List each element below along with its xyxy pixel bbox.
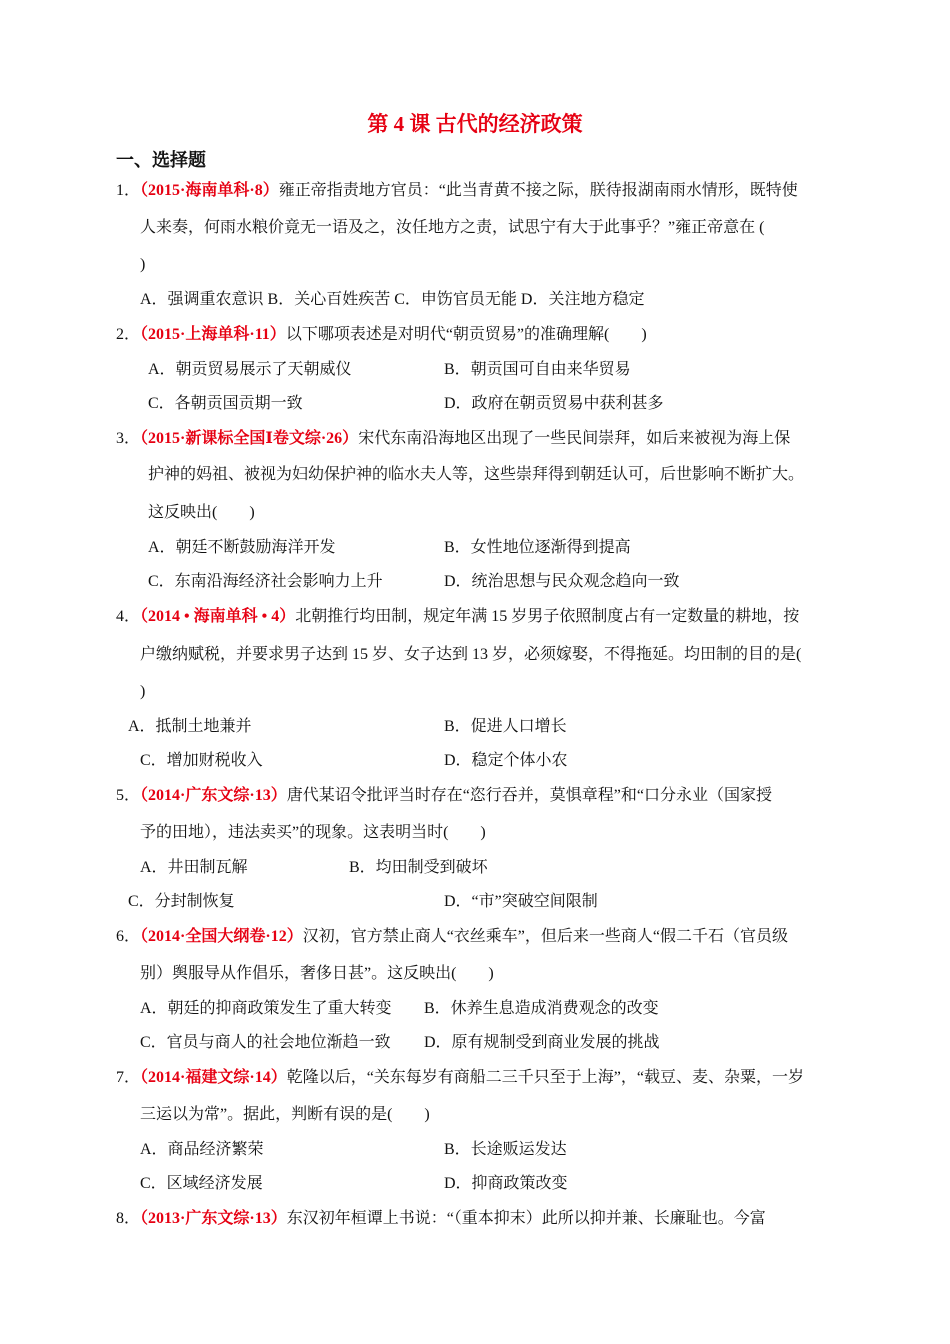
question-number: 5． — [116, 787, 141, 804]
question-text: 宋代东南沿海地区出现了一些民间崇拜，如后来被视为海上保 — [358, 430, 791, 447]
question-1-line-1 — [116, 180, 798, 202]
question-text: 以下哪项表述是对明代“朝贡贸易”的准确理解( ) — [285, 326, 647, 343]
question-text: 北朝推行均田制，规定年满 15 岁男子依照制度占有一定数量的耕地，按 — [295, 608, 800, 625]
question-text: 唐代某诏令批评当时存在“恣行吞并，莫惧章程”和“口分永业（国家授 — [286, 787, 773, 804]
question-3-option-d: D．统治思想与民众观念趋向一致 — [444, 573, 680, 590]
question-6-line-1 — [116, 926, 788, 948]
question-number: 2． — [116, 326, 141, 343]
question-8-line-1 — [116, 1208, 766, 1230]
question-3-option-a: A．朝廷不断鼓励海洋开发 — [148, 539, 336, 556]
question-text: 乾隆以后，“关东每岁有商船二三千只至于上海”，“载豆、麦、杂粟，一岁 — [286, 1069, 805, 1086]
question-number: 4． — [116, 608, 141, 625]
question-number: 6． — [116, 928, 141, 945]
question-5-option-d: D．“市”突破空间限制 — [444, 893, 598, 910]
question-3-option-c: C．东南沿海经济社会影响力上升 — [148, 573, 383, 590]
question-6-option-b: B．休养生息造成消费观念的改变 — [424, 1000, 659, 1017]
question-2-option-d: D．政府在朝贡贸易中获利甚多 — [444, 395, 664, 412]
question-7-option-c: C．区域经济发展 — [140, 1175, 263, 1192]
question-1-line-2: 人来奏，何雨水粮价竟无一语及之，汝任地方之责，试思宁有大于此事乎？”雍正帝意在 ( — [140, 219, 765, 236]
question-number: 8． — [116, 1210, 141, 1227]
question-number: 3． — [116, 430, 141, 447]
question-7-option-d: D．抑商政策改变 — [444, 1175, 568, 1192]
question-6-option-c: C．官员与商人的社会地位渐趋一致 — [140, 1034, 391, 1051]
question-6-option-a: A．朝廷的抑商政策发生了重大转变 — [140, 1000, 392, 1017]
question-5-option-a: A．井田制瓦解 — [140, 859, 248, 876]
question-source: （2014·福建文综·14） — [140, 1069, 287, 1086]
question-7-option-a: A．商品经济繁荣 — [140, 1141, 264, 1158]
question-4-line-2: 户缴纳赋税，并要求男子达到 15 岁、女子达到 13 岁，必须嫁娶，不得拖延。均田制的目的是( — [140, 646, 802, 663]
question-number: 7． — [116, 1069, 141, 1086]
question-4-option-c: C．增加财税收入 — [140, 752, 263, 769]
question-text: 东汉初年桓谭上书说：“（重本抑末）此所以抑并兼、长廉耻也。今富 — [286, 1210, 766, 1227]
question-source: （2015·海南单科·8） — [140, 182, 279, 199]
section-heading: 一、选择题 — [116, 150, 206, 170]
question-4-option-a: A．抵制土地兼并 — [128, 718, 252, 735]
question-source: （2015·上海单科·11） — [140, 326, 286, 343]
question-text: 雍正帝指责地方官员：“此当青黄不接之际，朕待报湖南雨水情形，既特使 — [278, 182, 798, 199]
question-source: （2013·广东文综·13） — [140, 1210, 287, 1227]
question-4-option-b: B．促进人口增长 — [444, 718, 567, 735]
question-source: （2014·广东文综·13） — [140, 787, 287, 804]
question-2-option-b: B．朝贡国可自由来华贸易 — [444, 361, 631, 378]
page-title: 第 4 课 古代的经济政策 — [367, 112, 583, 136]
question-4-line-1 — [116, 606, 799, 628]
question-5-line-1 — [116, 785, 772, 807]
question-source: （2014 • 海南单科 • 4） — [140, 608, 296, 625]
question-4-option-d: D．稳定个体小农 — [444, 752, 568, 769]
question-2-option-a: A．朝贡贸易展示了天朝威仪 — [148, 361, 352, 378]
question-5-option-c: C．分封制恢复 — [128, 893, 235, 910]
question-7-line-2: 三运以为常”。据此，判断有误的是( ) — [140, 1106, 430, 1123]
question-7-option-b: B．长途贩运发达 — [444, 1141, 567, 1158]
question-2-option-c: C．各朝贡国贡期一致 — [148, 395, 303, 412]
question-source: （2014·全国大纲卷·12） — [140, 928, 303, 945]
question-source: （2015·新课标全国Ⅰ卷文综·26） — [140, 430, 359, 447]
question-4-line-3: ) — [140, 683, 146, 700]
question-2-line-1 — [116, 324, 647, 346]
question-number: 1． — [116, 182, 141, 199]
question-3-line-1 — [116, 428, 790, 450]
question-5-option-b: B．均田制受到破坏 — [349, 859, 488, 876]
question-3-option-b: B．女性地位逐渐得到提高 — [444, 539, 631, 556]
question-5-line-2: 予的田地），违法卖买”的现象。这表明当时( ) — [140, 824, 486, 841]
question-1-options: A．强调重农意识 B．关心百姓疾苦 C．申饬官员无能 D．关注地方稳定 — [140, 291, 645, 308]
question-7-line-1 — [116, 1067, 804, 1089]
question-3-line-3: 这反映出( ) — [148, 504, 255, 521]
question-1-line-3: ) — [140, 256, 146, 273]
question-6-line-2: 别）舆服导从作倡乐，奢侈日甚”。这反映出( ) — [140, 965, 494, 982]
question-3-line-2: 护神的妈祖、被视为妇幼保护神的临水夫人等，这些崇拜得到朝廷认可，后世影响不断扩大。 — [148, 466, 805, 483]
question-text: 汉初，官方禁止商人“衣丝乘车”，但后来一些商人“假二千石（官员级 — [302, 928, 789, 945]
question-6-option-d: D．原有规制受到商业发展的挑战 — [424, 1034, 660, 1051]
